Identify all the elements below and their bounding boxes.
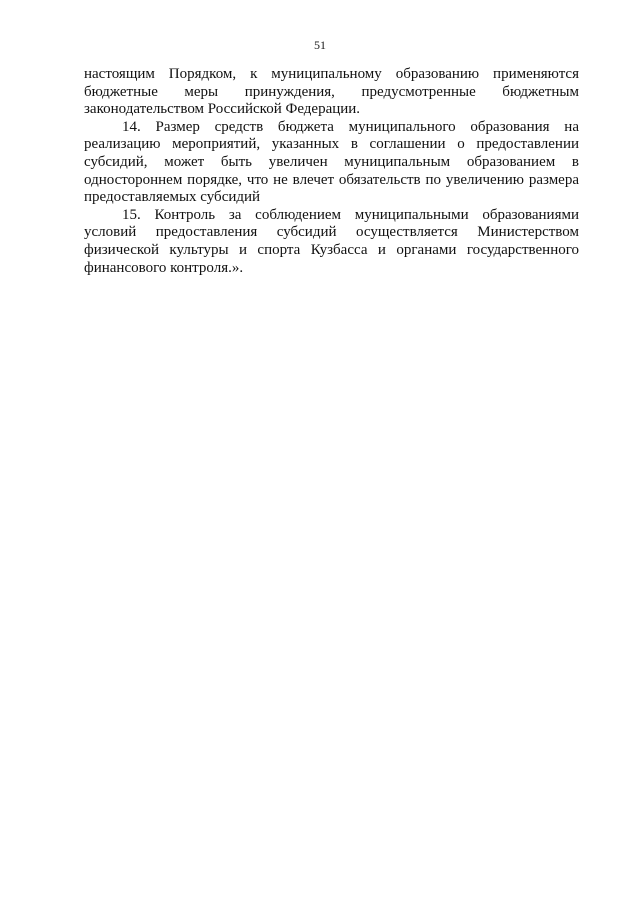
text-line: одностороннем порядке, что не влечет обязательств по увеличению размера <box>84 171 579 188</box>
paragraph-15-first-line: 15. Контроль за соблюдением муниципальными образованиями <box>122 206 579 223</box>
text-line: предоставляемых субсидий <box>84 189 261 206</box>
paragraph-14-first-line: 14. Размер средств бюджета муниципального образования на <box>122 118 579 135</box>
text-line: настоящим Порядком, к муниципальному образованию применяются <box>84 66 579 82</box>
page-number: 51 <box>314 38 326 52</box>
text-line: бюджетные меры принуждения, предусмотренные бюджетным <box>84 83 579 100</box>
text-line: реализацию мероприятий, указанных в соглашении о предоставлении <box>84 136 579 153</box>
text-line: законодательством Российской Федерации. <box>84 101 361 118</box>
text-line: субсидий, может быть увеличен муниципальным образованием в <box>84 153 579 170</box>
text-line: условий предоставления субсидий осуществляется Министерством <box>84 224 579 241</box>
text-line: физической культуры и спорта Кузбасса и органами государственного <box>84 241 579 258</box>
document-body <box>84 66 579 277</box>
text-line: финансового контроля.». <box>84 259 244 276</box>
